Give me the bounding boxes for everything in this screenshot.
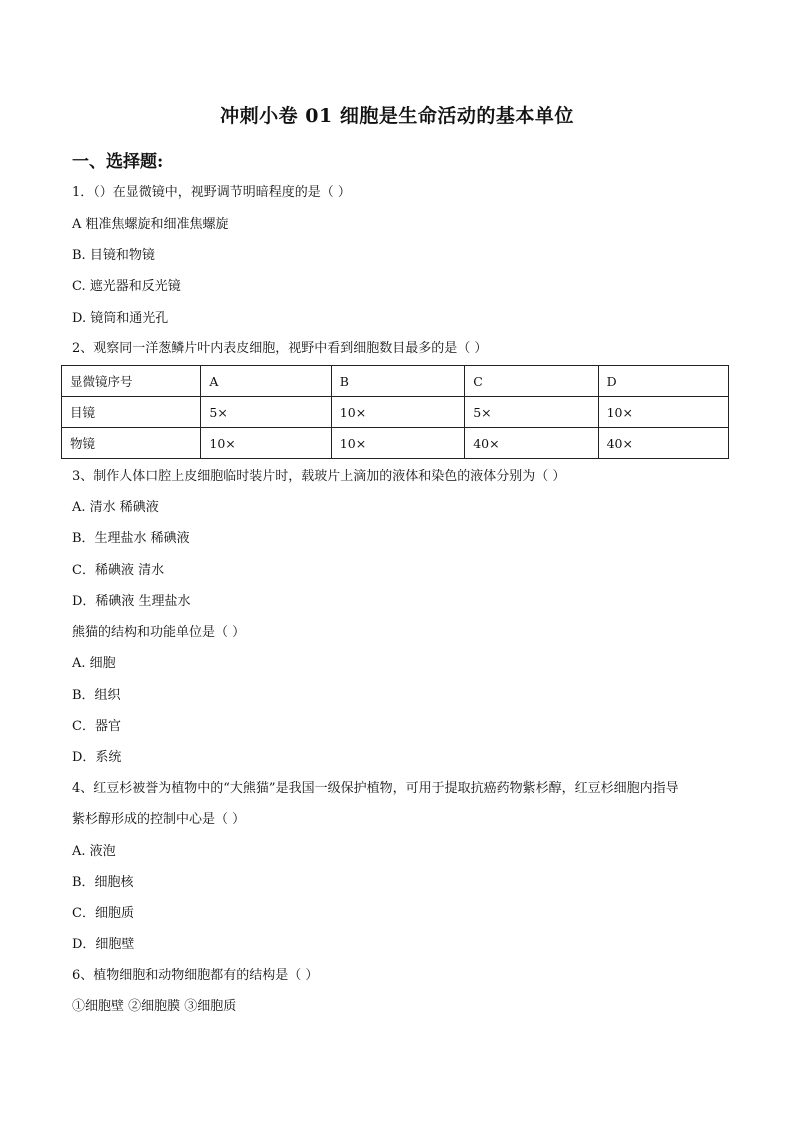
table-cell: 40× (598, 428, 728, 459)
table-cell: 5× (201, 397, 331, 428)
question-2-stem: 2、观察同一洋葱鳞片叶内表皮细胞，视野中看到细胞数目最多的是（ ） (72, 341, 488, 356)
question-1-option-b: B. 目镜和物镜 (72, 248, 155, 263)
question-3-stem: 3、制作人体口腔上皮细胞临时装片时，载玻片上滴加的液体和染色的液体分别为（ ） (72, 469, 566, 484)
question-4-option-b: B．细胞核 (72, 875, 134, 890)
question-4-stem-line-2: 紫杉醇形成的控制中心是（ ） (72, 812, 246, 827)
question-panda-option-d: D．系统 (72, 750, 122, 765)
question-4-option-d: D．细胞壁 (72, 937, 135, 952)
question-4-option-c: C．细胞质 (72, 906, 134, 921)
table-row (62, 428, 729, 459)
table-cell: 显微镜序号 (62, 366, 201, 397)
question-4-stem-line-1: 4、红豆杉被誉为植物中的“大熊猫”是我国一级保护植物，可用于提取抗癌药物紫杉醇，红豆杉细胞内指导 (72, 781, 679, 796)
question-panda-option-b: B．组织 (72, 688, 121, 703)
table-cell: 10× (201, 428, 331, 459)
question-3-option-d: D．稀碘液 生理盐水 (72, 594, 191, 609)
question-3-option-a: A. 清水 稀碘液 (72, 500, 159, 515)
table-cell: C (465, 366, 598, 397)
page-title: 冲刺小卷 01 细胞是生命活动的基本单位 (220, 105, 574, 127)
microscope-table (61, 365, 729, 459)
question-6-stem: 6、植物细胞和动物细胞都有的结构是（ ） (72, 968, 319, 983)
table-cell: 10× (598, 397, 728, 428)
question-1-option-c: C. 遮光器和反光镜 (72, 279, 181, 294)
question-1-option-a: A 粗准焦螺旋和细准焦螺旋 (72, 217, 229, 232)
question-panda-option-a: A. 细胞 (72, 656, 116, 671)
section-heading: 一、选择题: (72, 152, 164, 172)
table-cell: 40× (465, 428, 598, 459)
question-6-choices: ①细胞壁 ②细胞膜 ③细胞质 (72, 999, 237, 1014)
question-3-option-c: C．稀碘液 清水 (72, 563, 165, 578)
table-cell: 10× (331, 428, 464, 459)
question-panda-option-c: C．器官 (72, 719, 121, 734)
table-cell: D (598, 366, 728, 397)
table-cell: B (331, 366, 464, 397)
table-row (62, 366, 729, 397)
question-4-option-a: A. 液泡 (72, 844, 116, 859)
table-row (62, 397, 729, 428)
question-1-option-d: D. 镜筒和通光孔 (72, 311, 169, 326)
table-cell: 5× (465, 397, 598, 428)
question-panda-stem: 熊猫的结构和功能单位是（ ） (72, 625, 246, 640)
table-cell: 物镜 (62, 428, 201, 459)
table-cell: 目镜 (62, 397, 201, 428)
table-cell: A (201, 366, 331, 397)
question-1-stem: 1．（）在显微镜中，视野调节明暗程度的是（ ） (72, 185, 351, 200)
table-cell: 10× (331, 397, 464, 428)
question-3-option-b: B．生理盐水 稀碘液 (72, 531, 190, 546)
